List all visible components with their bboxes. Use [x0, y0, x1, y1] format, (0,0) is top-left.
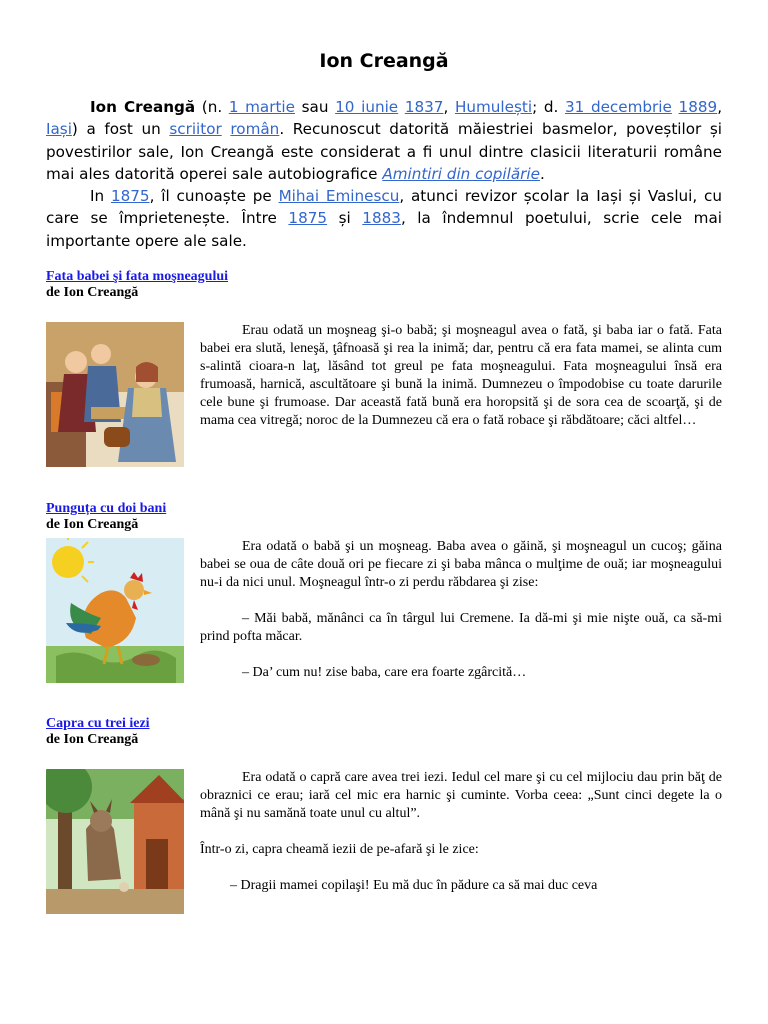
- link-amintiri-label: Amintiri din copilărie: [382, 164, 540, 183]
- link-birth-date-2[interactable]: 10 iunie: [335, 98, 399, 116]
- intro-text: , îl cunoaște pe: [149, 187, 279, 206]
- intro-text: . Recunoscut datorită măiestriei basmelor, poveștilor și povestirilor sale, Ion Creangă este considerat a fi unul dintre clasicii literaturii române mai ales datorită operei sale autobiografice: [46, 120, 723, 183]
- link-amintiri-din-copilarie[interactable]: [382, 165, 540, 183]
- intro-text: și: [327, 209, 363, 228]
- link-birth-date-1[interactable]: 1 martie: [228, 98, 295, 116]
- link-mihai-eminescu[interactable]: Mihai Eminescu: [278, 187, 400, 206]
- story-paragraph: – Dragii mamei copilaşi! Eu mă duc în pădure ca să mai duc ceva: [230, 878, 598, 893]
- link-scriitor[interactable]: scriitor: [169, 120, 222, 139]
- story-paragraph: Era odată o babă şi un moşneag. Baba avea o găină, şi moşneagul un cucoş; găina babei se oua de câte două ori pe fiecare zi şi baba mânca o mulţime de ouă; iar moşneagului nu-i da nici unul. Moşneagul într-o zi perdu răbdarea şi zise:: [200, 539, 722, 590]
- link-year-1837[interactable]: 1837: [404, 98, 444, 116]
- intro-text: (n.: [195, 98, 229, 116]
- link-roman[interactable]: român: [230, 120, 280, 139]
- link-iasi[interactable]: Iași: [46, 120, 72, 139]
- story-excerpt: [200, 538, 722, 682]
- intro-text: ; d.: [532, 98, 565, 116]
- story-excerpt: [200, 322, 722, 430]
- story-illustration-old-man-and-women: [46, 322, 184, 467]
- intro-text: [398, 98, 405, 116]
- intro-paragraph-2: [46, 185, 722, 252]
- intro-text: In: [90, 187, 111, 206]
- intro-text: sau: [295, 98, 336, 116]
- page-title: Ion Creangă: [319, 50, 449, 72]
- intro-text: ) a fost un: [71, 120, 170, 139]
- story-paragraph: Era odată o capră care avea trei iezi. Iedul cel mare şi cu cel mijlociu dau prin băţ de obraznici ce erau; iară cel mic era harnic şi cuminte. Vorba ceea: „Sunt cinci degete la o mână şi nu samănă toate unul cu altul”.: [200, 770, 722, 821]
- story-title-link[interactable]: Punguța cu doi bani: [46, 501, 167, 516]
- story-author: de Ion Creangă: [46, 517, 139, 532]
- story-title-link[interactable]: Capra cu trei iezi: [46, 716, 150, 731]
- intro-text: ,: [717, 98, 723, 116]
- intro-text: .: [539, 164, 545, 183]
- story-illustration-rooster: [46, 538, 184, 683]
- intro-text: [672, 98, 679, 116]
- story-paragraph: Într-o zi, capra cheamă iezii de pe-afară şi le zice:: [200, 842, 479, 857]
- story-fata-babei: [46, 269, 726, 469]
- link-year-1889[interactable]: 1889: [678, 98, 718, 116]
- story-title-link[interactable]: Fata babei şi fata moşneagului: [46, 269, 229, 284]
- story-author: de Ion Creangă: [46, 732, 139, 747]
- intro-paragraph-1: [46, 96, 722, 185]
- story-paragraph: Erau odată un moşneag şi-o babă; şi moşneagul avea o fată, şi baba iar o fată. Fata babei era slută, leneşă, ţâfnoasă şi rea la inimă; dar, pentru că era fata mamei, se alinta cum s-alintă cioara-n laţ, lăsând tot greul pe fata moşneagului. Fata moşneagului însă era frumoasă, harnică, ascultătoare şi bună la inimă. Dumnezeu o împodobise cu toate darurile cele bune şi frumoase. Dar această fată bună era horopsită şi de sora cea de scoarţă, şi de mama cea vitregă; noroc de la Dumnezeu că era o fată robace şi răbdătoare; căci altfel…: [200, 323, 722, 428]
- intro-section: [46, 96, 722, 252]
- story-illustration-goat-and-wolf: [46, 769, 184, 914]
- link-year-1883[interactable]: 1883: [362, 209, 401, 228]
- story-capra-cu-trei-iezi: [46, 716, 726, 916]
- link-year-1875[interactable]: 1875: [110, 187, 150, 206]
- link-death-date[interactable]: 31 decembrie: [564, 98, 672, 116]
- story-excerpt: [200, 769, 722, 895]
- link-year-1875-b[interactable]: 1875: [288, 209, 328, 228]
- story-author: de Ion Creangă: [46, 285, 139, 300]
- link-humulesti[interactable]: Humulești: [454, 98, 533, 116]
- intro-text: , la îndemnul poetului, scrie cele mai importante opere ale sale.: [46, 209, 723, 250]
- intro-text: ,: [443, 98, 455, 116]
- story-paragraph: – Măi babă, mănânci ca în târgul lui Cremene. Ia dă-mi şi mie nişte ouă, ca să-mi prind pofta măcar.: [200, 611, 722, 644]
- author-name: Ion Creangă: [90, 98, 196, 116]
- story-punguta-cu-doi-bani: [46, 501, 726, 691]
- story-paragraph: – Da’ cum nu! zise baba, care era foarte zgârcită…: [242, 665, 527, 680]
- intro-text: , atunci revizor școlar la Iași și Vaslui, cu care se împrietenește. Între: [46, 187, 723, 228]
